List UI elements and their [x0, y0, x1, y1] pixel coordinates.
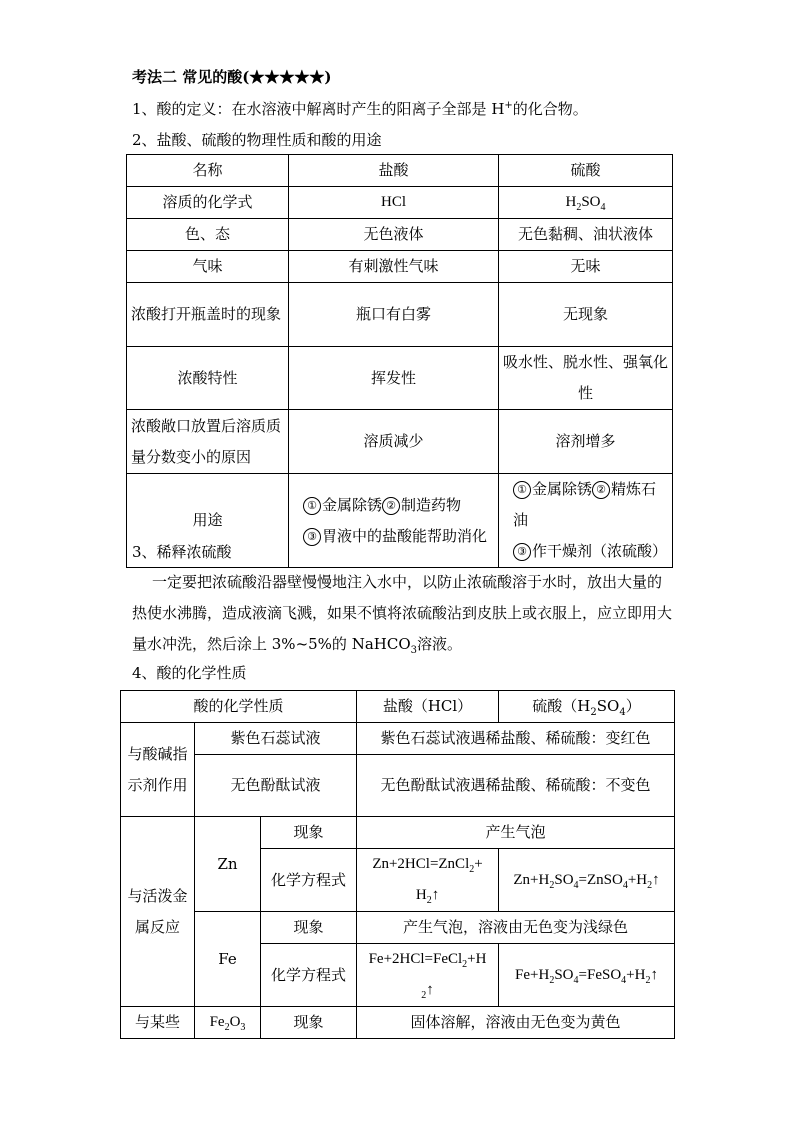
dilution-title: 3、稀释浓硫酸	[132, 543, 232, 561]
charge-sup: +	[504, 100, 513, 111]
row-label: 气味	[127, 251, 289, 283]
section-heading: 考法二 常见的酸(★★★★★)	[132, 68, 332, 86]
fe-label: Fe	[195, 912, 261, 1007]
header-property: 酸的化学性质	[121, 691, 357, 723]
table-row	[127, 283, 673, 347]
formula-sub: 3	[410, 645, 417, 656]
dilution-tail: 溶液。	[417, 635, 463, 653]
physical-properties-title: 2、盐酸、硫酸的物理性质和酸的用途	[132, 131, 382, 149]
oxide-label: 与某些	[121, 1007, 195, 1039]
h2so4-uses-cell	[499, 474, 673, 568]
cell-hcl: 溶质减少	[289, 410, 499, 474]
header-hcl: 盐酸	[289, 155, 499, 187]
cell-hcl: HCl	[289, 187, 499, 219]
table-row	[127, 187, 673, 219]
header-h2so4: 硫酸	[499, 155, 673, 187]
fe-phenomenon: 产生气泡，溶液由无色变为浅绿色	[357, 912, 675, 944]
acid-definition	[132, 98, 588, 119]
table-row	[121, 723, 675, 755]
table-row	[127, 251, 673, 283]
cell-h2so4: 无色黏稠、油状液体	[499, 219, 673, 251]
row-label: 色、态	[127, 219, 289, 251]
phenol-result: 无色酚酞试液遇稀盐酸、稀硫酸：不变色	[357, 755, 675, 817]
table-row	[121, 912, 675, 944]
circled-number: ②	[382, 497, 400, 515]
circled-number: ①	[303, 497, 321, 515]
cell-h2so4: 无味	[499, 251, 673, 283]
table-header-row	[127, 155, 673, 187]
table-row	[127, 219, 673, 251]
litmus-result: 紫色石蕊试液遇稀盐酸、稀硫酸：变红色	[357, 723, 675, 755]
indicator-label: 与酸碱指示剂作用	[121, 723, 195, 817]
litmus-label: 紫色石蕊试液	[195, 723, 357, 755]
use-item: 金属除锈	[322, 495, 383, 514]
use-item: 制造药物	[401, 495, 462, 514]
row-label: 溶质的化学式	[127, 187, 289, 219]
chemical-properties-table	[120, 690, 675, 1039]
dilution-paragraph	[132, 567, 672, 660]
circled-number: ③	[513, 543, 531, 561]
circled-number: ②	[592, 481, 610, 499]
fe2o3-phenomenon: 固体溶解，溶液由无色变为黄色	[357, 1007, 675, 1039]
dilution-text: 一定要把浓硫酸沿器壁慢慢地注入水中，以防止浓硫酸溶于水时，放出大量的热使水沸腾，造成液滴飞溅，如果不慎将浓硫酸沾到皮肤上或衣服上，应立即用大量水冲洗，然后涂上 3%~5%的 NaHCO	[132, 573, 673, 653]
table-row	[121, 1007, 675, 1039]
physical-properties-table	[126, 154, 673, 568]
cell-h2so4: $H_2SO_4$	[499, 187, 673, 219]
row-label: 用途	[127, 474, 289, 568]
row-label: 浓酸敞口放置后溶质质量分数变小的原因	[127, 410, 289, 474]
phenomenon-label: 现象	[261, 1007, 357, 1039]
cell-hcl: 有刺激性气味	[289, 251, 499, 283]
fe2o3-label: $Fe_2O_3$	[195, 1007, 261, 1039]
fe-h2so4-equation: $Fe+H_2SO_4=FeSO_4+H_2↑$	[499, 944, 675, 1007]
circled-number: ③	[303, 528, 321, 546]
cell-hcl: 瓶口有白雾	[289, 283, 499, 347]
cell-h2so4: 吸水性、脱水性、强氧化性	[499, 347, 673, 410]
use-item: 金属除锈	[532, 480, 593, 498]
hcl-uses-cell	[289, 474, 499, 568]
chemical-properties-title: 4、酸的化学性质	[132, 664, 247, 682]
zn-h2so4-equation: $Zn+H_2SO_4=ZnSO_4+H_2↑$	[499, 849, 675, 912]
equation-label: 化学方程式	[261, 849, 357, 912]
header-h2so4: 硫酸$(H_2SO_4)$	[499, 691, 675, 723]
equation-label: 化学方程式	[261, 944, 357, 1007]
cell-h2so4: 无现象	[499, 283, 673, 347]
phenomenon-label: 现象	[261, 912, 357, 944]
cell-h2so4: 溶剂增多	[499, 410, 673, 474]
zn-phenomenon: 产生气泡	[357, 817, 675, 849]
header-name: 名称	[127, 155, 289, 187]
table-row	[121, 817, 675, 849]
zn-label: Zn	[195, 817, 261, 912]
definition-tail: 的化合物。	[512, 100, 588, 118]
header-hcl: 盐酸（HCl）	[357, 691, 499, 723]
phenol-label: 无色酚酞试液	[195, 755, 357, 817]
table-row	[121, 755, 675, 817]
metal-label: 与活泼金属反应	[121, 817, 195, 1007]
table-row	[127, 347, 673, 410]
table-header-row	[121, 691, 675, 723]
zn-hcl-equation: Zn+2HCl=ZnCl$_2$+ $H_2↑$	[357, 849, 499, 912]
phenomenon-label: 现象	[261, 817, 357, 849]
definition-text: 1、酸的定义：在水溶液中解离时产生的阳离子全部是 H	[132, 100, 505, 118]
use-item: 作干燥剂（浓硫酸）	[532, 542, 668, 560]
use-item: 精炼石油	[513, 480, 657, 529]
use-item: 胃液中的盐酸能帮助消化	[322, 526, 488, 545]
cell-hcl: 无色液体	[289, 219, 499, 251]
row-label: 浓酸特性	[127, 347, 289, 410]
circled-number: ①	[513, 481, 531, 499]
fe-hcl-equation: Fe+2HCl=FeCl$_2$+H $_2$↑	[357, 944, 499, 1007]
table-row	[127, 410, 673, 474]
row-label: 浓酸打开瓶盖时的现象	[127, 283, 289, 347]
cell-hcl: 挥发性	[289, 347, 499, 410]
